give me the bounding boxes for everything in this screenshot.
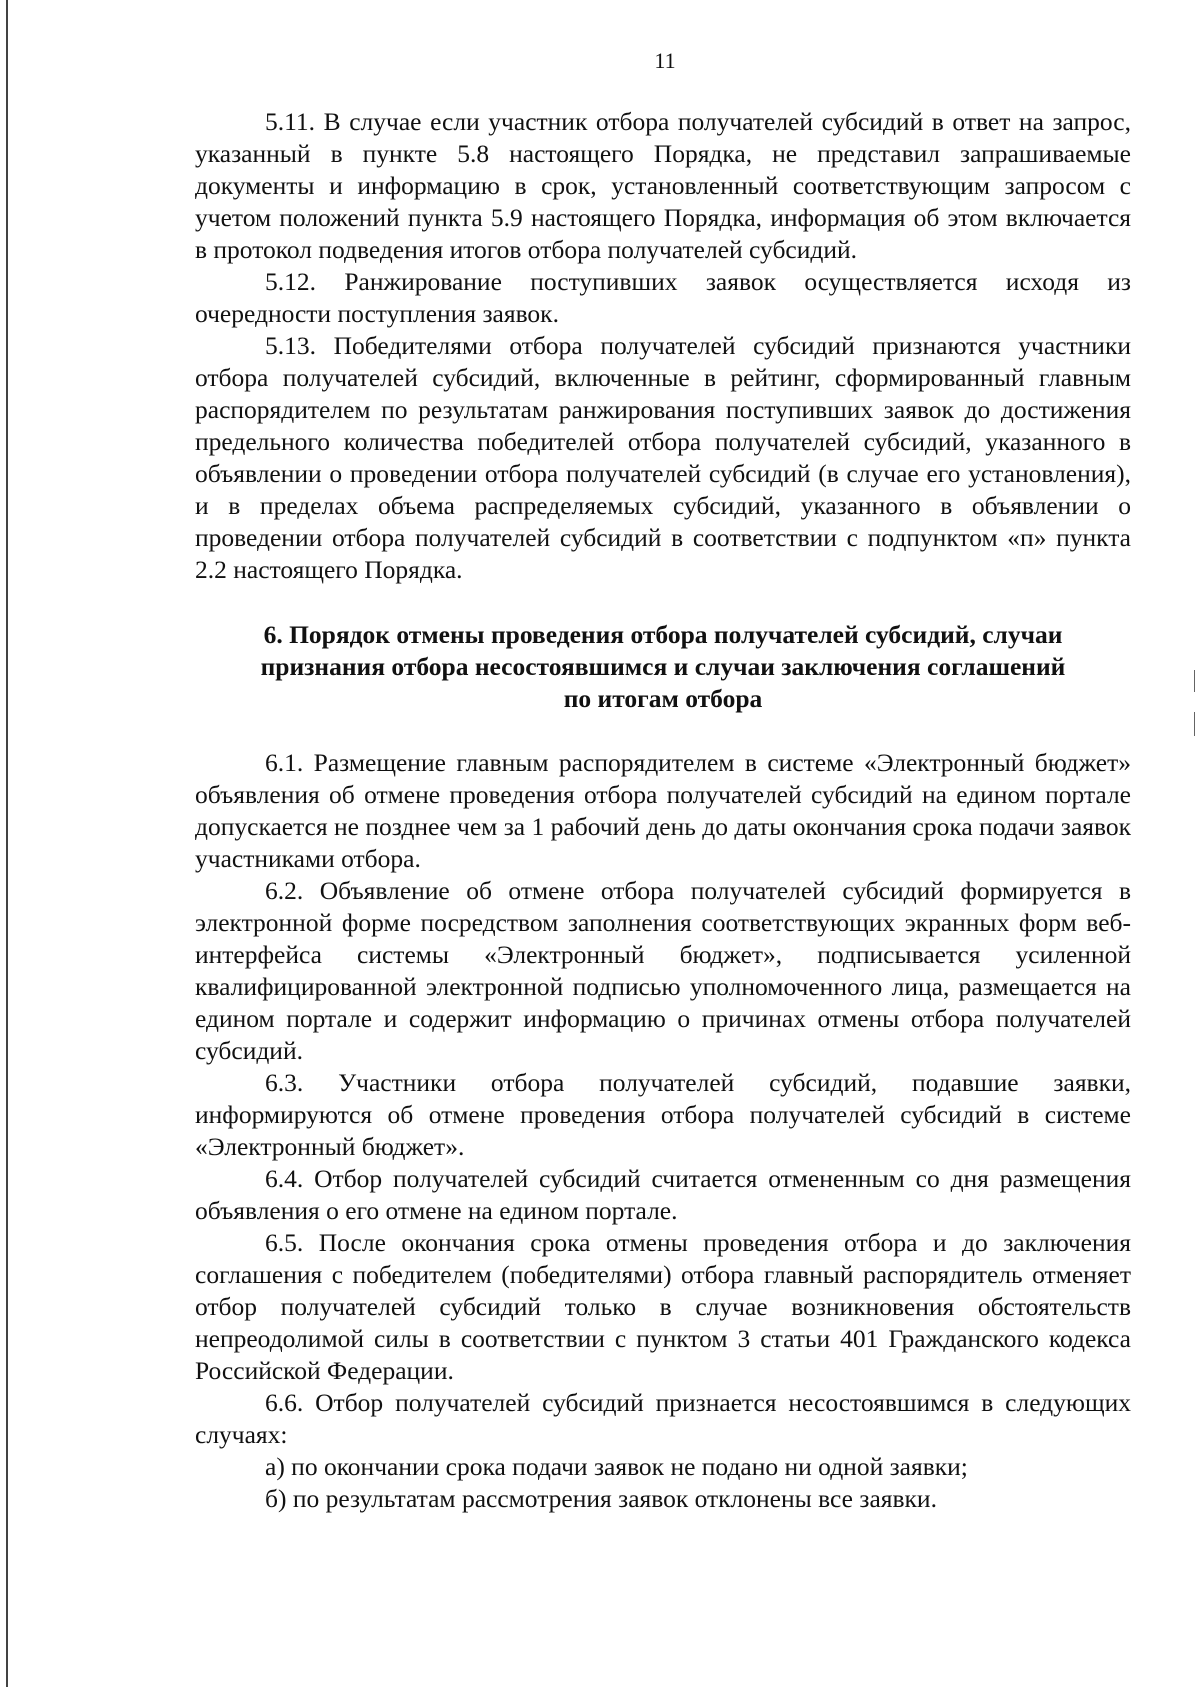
- page-number: 11: [654, 48, 676, 73]
- paragraph-5-13: 5.13. Победителями отбора получателей субсидий признаются участники отбора получателей субсидий, включенные в рейтинг, сформированный главным распорядителем по результатам ранжирования поступивших заявок до достижения предельного количества победителей отбора получателей субсидий, указанного в объявлении о проведении отбора получателей субсидий (в случае его установления), и в пределах объема распределяемых субсидий, указанного в объявлении о проведении отбора получателей субсидий в соответствии с подпунктом «п» пункта 2.2 настоящего Порядка.: [195, 331, 1131, 584]
- paragraph-6-2: 6.2. Объявление об отмене отбора получателей субсидий формируется в электронной форме посредством заполнения соответствующих экранных форм веб-интерфейса системы «Электронный бюджет», подписывается усиленной квалифицированной электронной подписью уполномоченного лица, размещается на едином портале и содержит информацию о причинах отмены отбора получателей субсидий.: [195, 876, 1131, 1065]
- scan-right-mark: [1194, 712, 1195, 736]
- spacer: [195, 586, 1131, 619]
- paragraph-6-1: 6.1. Размещение главным распорядителем в системе «Электронный бюджет» объявления об отмене проведения отбора получателей субсидий на едином портале допускается не позднее чем за 1 рабочий день до даты окончания срока подачи заявок участниками отбора.: [195, 748, 1131, 873]
- paragraph-6-3: 6.3. Участники отбора получателей субсидий, подавшие заявки, информируются об отмене проведения отбора получателей субсидий в системе «Электронный бюджет».: [195, 1068, 1131, 1161]
- paragraph-6-5: 6.5. После окончания срока отмены проведения отбора и до заключения соглашения с победителем (победителями) отбора главный распорядитель отменяет отбор получателей субсидий только в случае возникновения обстоятельств непреодолимой силы в соответствии с пунктом 3 статьи 401 Гражданского кодекса Российской Федерации.: [195, 1228, 1131, 1385]
- section-6-heading: [195, 619, 1131, 715]
- scan-right-mark: [1194, 670, 1195, 692]
- paragraph-6-6: 6.6. Отбор получателей субсидий признается несостоявшимся в следующих случаях:: [195, 1388, 1131, 1449]
- paragraph-5-11: 5.11. В случае если участник отбора получателей субсидий в ответ на запрос, указанный в пункте 5.8 настоящего Порядка, не представил запрашиваемые документы и информацию в срок, установленный соответствующим запросом с учетом положений пункта 5.9 настоящего Порядка, информация об этом включается в протокол подведения итогов отбора получателей субсидий.: [195, 107, 1131, 264]
- section-heading-line: признания отбора несостоявшимся и случаи заключения соглашений: [260, 652, 1066, 681]
- section-heading-line: по итогам отбора: [563, 684, 763, 713]
- paragraph-5-12: 5.12. Ранжирование поступивших заявок осуществляется исходя из очередности поступления заявок.: [195, 267, 1131, 328]
- list-item-b: б) по результатам рассмотрения заявок отклонены все заявки.: [265, 1484, 937, 1513]
- document-body: [195, 106, 1131, 1515]
- section-heading-line: 6. Порядок отмены проведения отбора получателей субсидий, случаи: [263, 620, 1063, 649]
- scan-left-edge: [6, 0, 8, 1687]
- list-item-a: а) по окончании срока подачи заявок не подано ни одной заявки;: [265, 1452, 968, 1481]
- paragraph-6-4: 6.4. Отбор получателей субсидий считается отмененным со дня размещения объявления о его отмене на едином портале.: [195, 1164, 1131, 1225]
- spacer: [195, 715, 1131, 747]
